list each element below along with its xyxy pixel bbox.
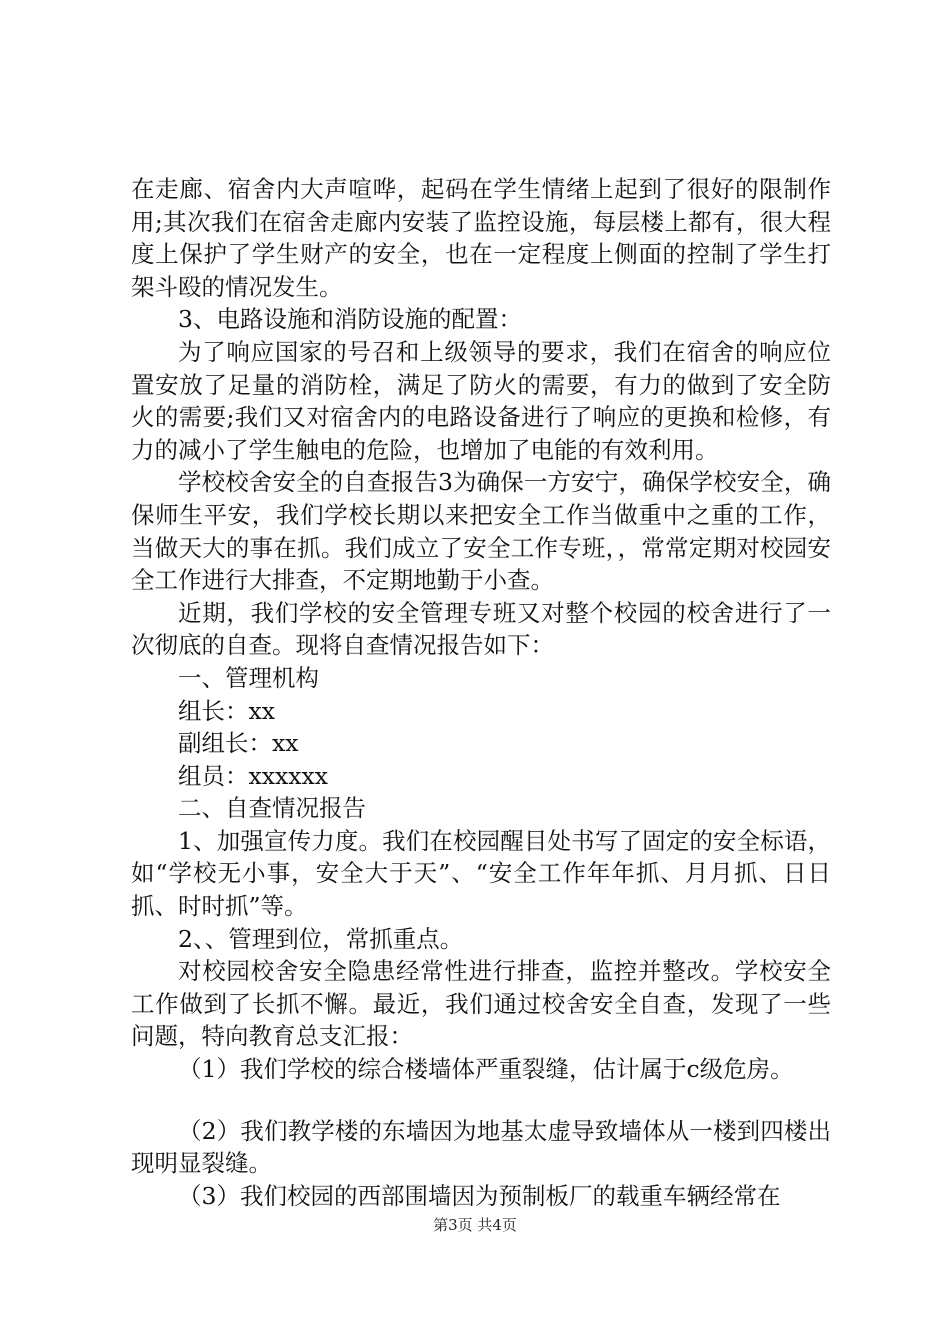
paragraph: 3、电路设施和消防设施的配置： — [178, 305, 522, 334]
paragraph: 组长：xx — [178, 696, 276, 725]
paragraph: （1）我们学校的综合楼墙体严重裂缝，估计属于c级危房。 — [178, 1055, 794, 1084]
page-footer: 第3页 共4页 — [433, 1216, 517, 1234]
paragraph: 在走廊、宿舍内大声喧哗，起码在学生情绪上起到了很好的限制作用;其次我们在宿舍走廊内安装了监控设施，每层楼上都有，很大程度上保护了学生财产的安全，也在一定程度上侧面的控制了学生打架斗殴的情况发生。 — [131, 175, 831, 301]
paragraph: 2、、管理到位，常抓重点。 — [178, 924, 464, 953]
paragraph: 1、加强宣传力度。我们在校园醒目处书写了固定的安全标语，如“学校无小事，安全大于天”、“安全工作年年抓、月月抓、日日抓、时时抓”等。 — [131, 826, 831, 921]
paragraph: 为了响应国家的号召和上级领导的要求，我们在宿舍的响应位置安放了足量的消防栓，满足了防火的需要，有力的做到了安全防火的需要;我们又对宿舍内的电路设备进行了响应的更换和检修，有力的减小了学生触电的危险，也增加了电能的有效利用。 — [131, 337, 831, 464]
section-heading: 二、自查情况报告 — [178, 794, 366, 823]
paragraph: （2）我们教学楼的东墙因为地基太虚导致墙体从一楼到四楼出现明显裂缝。 — [131, 1116, 831, 1178]
section-heading: 一、管理机构 — [178, 663, 319, 692]
paragraph: （3）我们校园的西部围墙因为预制板厂的载重车辆经常在 — [178, 1181, 781, 1210]
document-body — [131, 173, 831, 1212]
paragraph: 学校校舍安全的自查报告3为确保一方安宁，确保学校安全，确保师生平安，我们学校长期以来把安全工作当做重中之重的工作，当做天大的事在抓。我们成立了安全工作专班，，常常定期对校园安全工作进行大排查，不定期地勤于小查。 — [131, 468, 831, 595]
paragraph: 对校园校舍安全隐患经常性进行排查，监控并整改。学校安全工作做到了长抓不懈。最近，我们通过校舍安全自查，发现了一些问题，特向教育总支汇报： — [131, 957, 831, 1051]
paragraph: 组员：xxxxxx — [178, 761, 329, 790]
paragraph: 副组长：xx — [178, 729, 299, 758]
paragraph: 近期，我们学校的安全管理专班又对整个校园的校舍进行了一次彻底的自查。现将自查情况报告如下： — [131, 598, 831, 660]
